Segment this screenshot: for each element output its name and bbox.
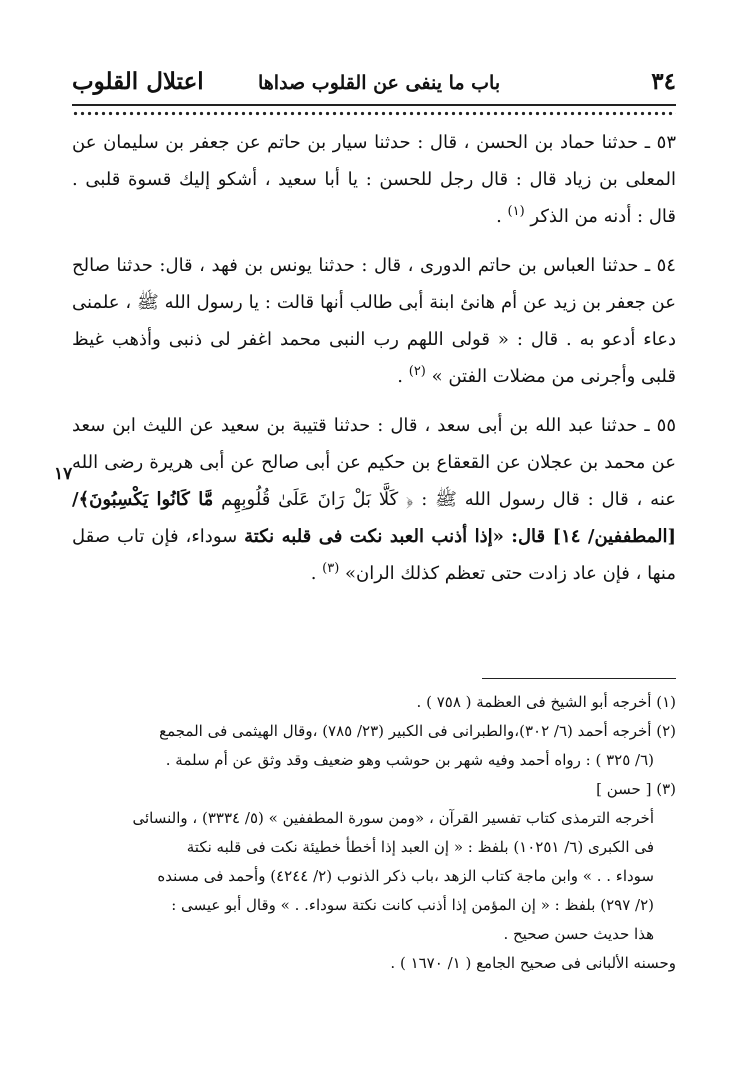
text-line: حدثنا صالح عن جعفر بن زيد عن أم هانئ ابنة أبى طالب أنها قالت : يا xyxy=(72,255,676,313)
footnote-1: (١) أخرجه أبو الشيخ فى العظمة ( ٧٥٨ ) . xyxy=(416,693,676,711)
book-page xyxy=(54,60,676,1060)
text-line: هريرة رضى الله عنه ، قال : قال رسول الله ﷺ : ﴿ كَلَّا بَلْ رَانَ عَلَىٰ قُلُوبِهِم xyxy=(72,452,676,510)
main-text xyxy=(72,124,676,604)
hadith-55 xyxy=(72,407,676,592)
footnotes xyxy=(72,688,676,978)
text-line: سليمان عن المعلى بن زياد قال : قال رجل للحسن : يا أبا سعيد ، أشكو xyxy=(72,132,676,190)
page-number: ٣٤ xyxy=(651,68,676,95)
footnote-ref: (٢) xyxy=(408,364,426,379)
footnote-separator xyxy=(482,678,676,679)
footnote-ref: (٣) xyxy=(322,561,340,576)
text-line: ٥٤ ـ حدثنا العباس بن حاتم الدورى ، قال : حدثنا يونس بن فهد ، قال: xyxy=(159,255,676,276)
footnote-ref: (١) xyxy=(507,204,525,219)
hadith-53 xyxy=(72,124,676,235)
sentence-end: . xyxy=(310,563,317,584)
sentence-end: . xyxy=(397,366,403,387)
footnote-2: (٢) أخرجه أحمد (٦/ ٣٠٢)،والطبرانى فى الكبير (٢٣/ ٧٨٥) ،وقال الهيثمى فى المجمع xyxy=(159,722,676,740)
footnote-3-line: (٢/ ٢٩٧) بلفظ : « إن المؤمن إذا أذنب كانت نكتة سوداء. . » وقال أبو عيسى : xyxy=(171,896,654,914)
text-line: رسول الله ﷺ ، علمنى دعاء أدعو به . قال : « قولى اللهم رب النبى محمد xyxy=(72,292,676,350)
text-line: اغفر لى ذنبى وأذهب غيظ قلبى وأجرنى من مضلات الفتن » xyxy=(72,329,676,387)
margin-verse-number: ١٧ xyxy=(54,464,73,484)
chapter-title: باب ما ينفى عن القلوب صداها xyxy=(258,72,501,94)
footnote-3-line: هذا حديث حسن صحيح . xyxy=(503,925,654,943)
quran-verse-line: مَّا كَانُوا يَكْسِبُونَ﴾/ [المطففين/ ١٤] قال: «إذا أذنب العبد نكت فى قلبه نكتة xyxy=(72,489,676,547)
text-line: ابن سعد عن محمد بن عجلان عن القعقاع بن حكيم عن أبى صالح عن أبى xyxy=(72,415,676,473)
text-line: سوداء، فإن تاب صقل منها ، فإن عاد زادت حتى تعظم كذلك الران» xyxy=(72,526,676,584)
sentence-end: . xyxy=(496,206,502,227)
header-ornamental-rule xyxy=(72,104,676,116)
footnote-3-line: أخرجه الترمذى كتاب تفسير القرآن ، «ومن سورة المطففين » (٥/ ٣٣٣٤) ، والنسائى xyxy=(132,809,654,827)
footnote-3-line: سوداء . . » وابن ماجة كتاب الزهد ،باب ذكر الذنوب (٢/ ٤٢٤٤) وأحمد فى مسنده xyxy=(157,867,654,885)
footnote-3-line: وحسنه الألبانى فى صحيح الجامع ( ١/ ١٦٧٠ ) . xyxy=(390,954,676,972)
text-line: ٥٣ ـ حدثنا حماد بن الحسن ، قال : حدثنا سيار بن حاتم عن جعفر بن xyxy=(165,132,676,153)
footnote-2-cont: (٦/ ٣٢٥ ) : رواه أحمد وفيه شهر بن حوشب وهو ضعيف وقد وثق عن أم سلمة . xyxy=(165,751,654,769)
footnote-3-line: فى الكبرى (٦/ ١٠٢٥١) بلفظ : « إن العبد إذا أخطأ خطيئة نكت فى قلبه نكتة xyxy=(186,838,654,856)
text-line: ٥٥ ـ حدثنا عبد الله بن أبى سعد ، قال : حدثنا قتيبة بن سعيد عن الليث xyxy=(142,415,676,436)
footnote-3: (٣) [ حسن ] xyxy=(596,780,676,798)
hadith-54 xyxy=(72,247,676,395)
book-title: اعتلال القلوب xyxy=(72,68,204,95)
page-header xyxy=(72,60,676,108)
text-line: إليك قسوة قلبى . قال : أدنه من الذكر xyxy=(72,169,676,227)
